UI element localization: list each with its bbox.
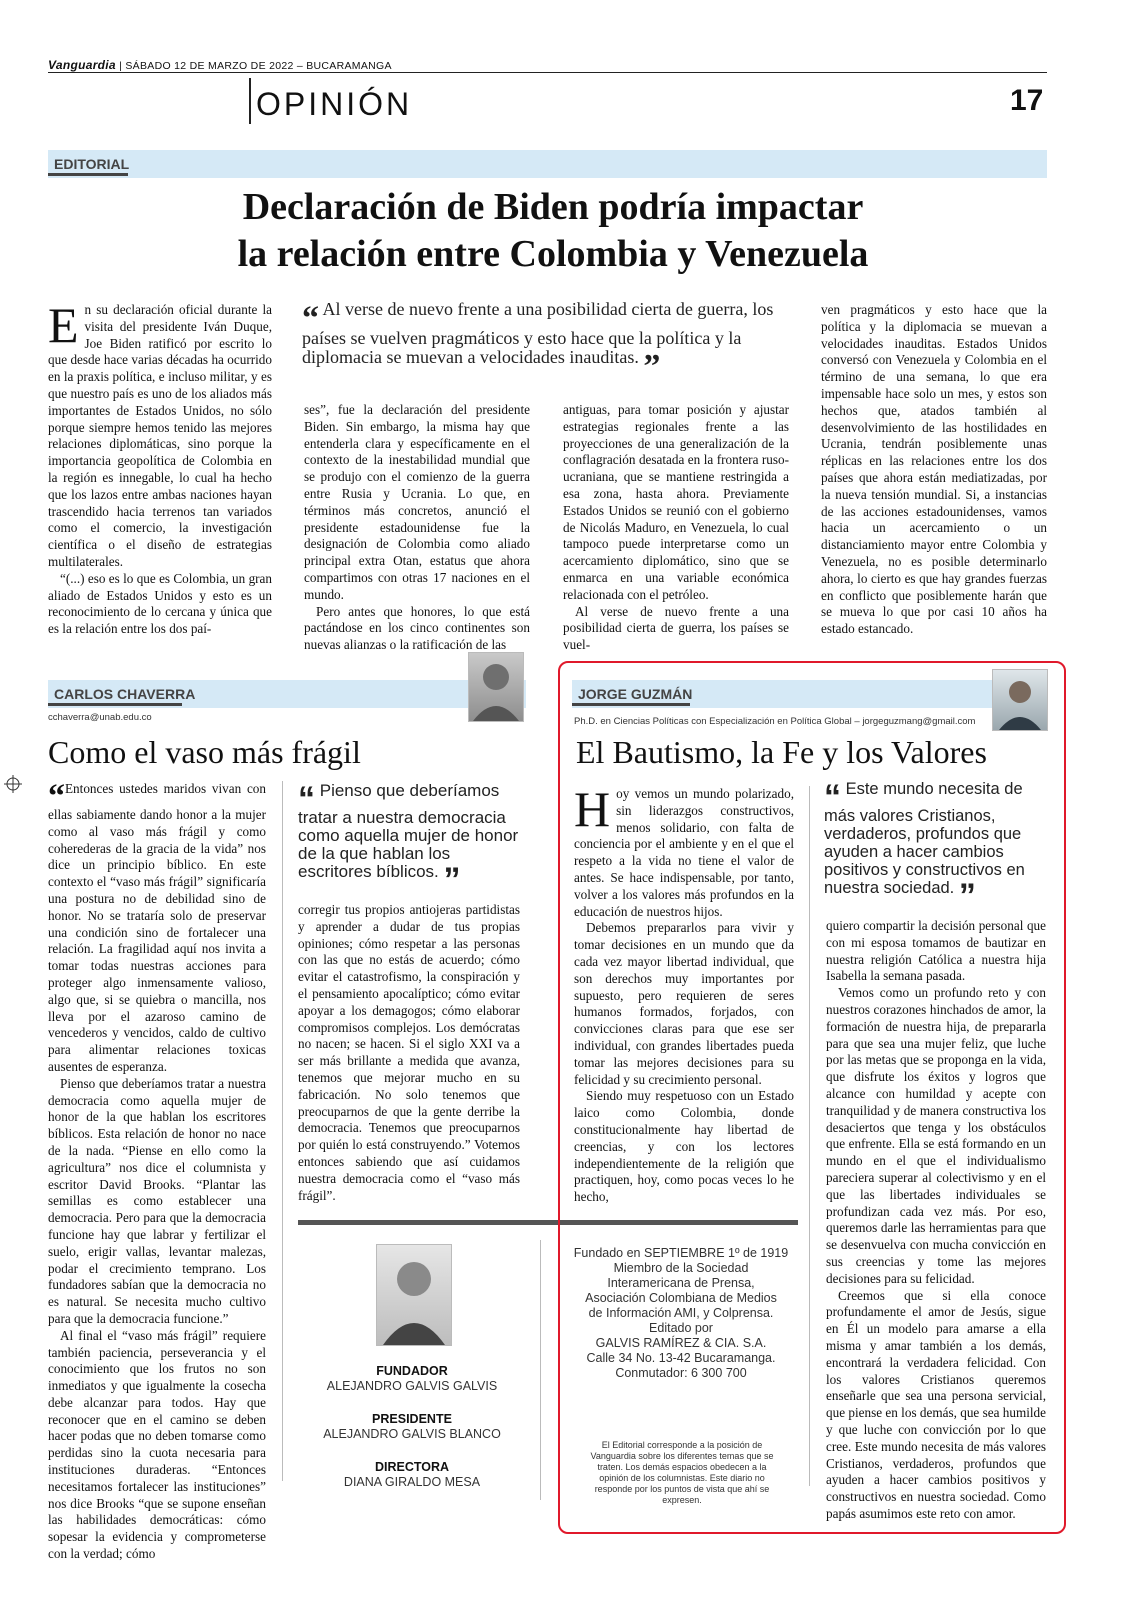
highlight-box bbox=[558, 661, 1066, 1534]
info-line: Asociación Colombiana de Medios bbox=[585, 1291, 777, 1305]
info-line: Calle 34 No. 13-42 Bucaramanga. bbox=[586, 1351, 776, 1365]
registration-mark-icon bbox=[4, 775, 22, 793]
info-line: GALVIS RAMÍREZ & CIA. S.A. bbox=[595, 1336, 767, 1350]
editorial-column-3 bbox=[563, 402, 789, 654]
pull-quote-text: Este mundo necesita de más valores Cristianos, verdaderos, profundos que ayuden a hacer cambios positivos y constructivos en nuestra sociedad. bbox=[824, 780, 1025, 897]
avatar-icon bbox=[377, 1245, 451, 1345]
headline-line-1: Declaración de Biden podría impactar bbox=[242, 186, 864, 228]
paragraph: oy vemos un mundo polarizado, sin liderazgos constructivos, menos solidario, con falta de conciencia por el ambiente y en el que el respeto a la vida no tiene el valor de antes. Se hace indispensable, por tanto, volver a los valores más profundos en la educación de nuestros hijos. bbox=[574, 786, 794, 919]
editorial-column-4 bbox=[821, 302, 1047, 638]
paragraph: ven pragmáticos y esto hace que la política y la diplomacia se muevan a velocidades inauditas. Estados Unidos conversó con Venezuela y Colombia en el término de una semana, lo que era impensable hace solo un mes, y estos son hechos que, atados también al desenvolvimiento de las hostilidades en Ucrania, tendrán posiblemente unas réplicas en las relaciones entre los dos países que ahora están mediatizadas, por la nueva tensión mundial. Si, a instancias de las acciones estadounidenses, vamos hacia un acercamiento o un distanciamiento mayor entre Colombia y Venezuela, no es posible determinarlo ahora, lo cierto es que hay grandes fuerzas en conflicto que posiblemente harán que se mueva lo que por casi 10 años ha estado estancado. bbox=[821, 302, 1047, 637]
page-number: 17 bbox=[1010, 84, 1044, 117]
editorial-column-2 bbox=[304, 402, 530, 654]
section-divider bbox=[249, 78, 251, 124]
columnist-photo bbox=[468, 652, 524, 722]
paragraph: Al final el “vaso más frágil” requiere también paciencia, perseverancia y el conocimiento que los frutos no son inmediatos y que igualmente la cosecha debe alcanzar para todos. Hay que reconocer que en el camino se deben hacer podas que no deben tomarse como perdidas sino la cuota necesaria para instituciones duraderas. “Entonces necesitamos fortalecer las instituciones” nos dice Brooks “que se supone enseñan las habilidades democráticas: cómo sopesar la evidencia y comprometerse con la verdad; cómo bbox=[48, 1327, 266, 1562]
dropcap: E bbox=[48, 297, 79, 353]
info-line: Fundado en SEPTIEMBRE 1º de 1919 bbox=[573, 1246, 789, 1260]
founder-name: ALEJANDRO GALVIS GALVIS bbox=[326, 1379, 498, 1393]
paragraph: Creemos que si ella conoce profundamente el amor de Jesús, sigue en Él un modelo para amarse a ella misma y amar también a los demás, encontrará la verdadera felicidad. Con los valores Cristianos queremos enseñarle que sea una persona servicial, que piense en los demás, que sea humilde y que luche con convicción por lo que cree. Este mundo necesita de más valores Cristianos, verdaderos, profundos que ayuden a hacer cambios positivos y constructivos en nuestra sociedad. Como papás asumimos este reto con amor. bbox=[826, 1287, 1046, 1521]
info-line: Conmutador: 6 300 700 bbox=[615, 1366, 747, 1380]
paragraph: quiero compartir la decisión personal que con mi esposa tomamos de bautizar en nuestra religión Católica a nuestra hija Isabella la semana pasada. bbox=[826, 918, 1046, 984]
pull-quote-text: Al verse de nuevo frente a una posibilidad cierta de guerra, los países se vuelven pragmáticos y esto hace que la política y la diplomacia se muevan a velocidades inauditas. bbox=[302, 299, 774, 367]
paragraph: Pienso que deberíamos tratar a nuestra democracia como aquella mujer de honor de la que hablan los escritores bíblicos. Esta relación de honor no nace de la nada. “Piense en ello como la agricultura” nos dice el columnista y escritor David Brooks. “Plantar las semillas es como establecer una democracia. Pero para que la democracia funcione hay que labrar y fertilizar el suelo, erigir vallas, levantar malezas, podar el crecimiento temprano. Los fundadores sabían que la democracia no es natural. Se necesita mucho cultivo para que la democracia funcione.” bbox=[48, 1075, 266, 1326]
paragraph: n su declaración oficial durante la visita del presidente Iván Duque, Joe Biden ratificó por escrito lo que desde hace varias décadas ha ocurrido en la praxis política, e incluso militar, y es que nuestro país es uno de los aliados más importantes de Estados Unidos, no sólo porque siempre hemos tenido las mejores relaciones diplomáticas, sino porque la importancia geopolítica de Colombia en la región es innegable, lo cual ha hecho que los lazos entre ambas naciones hayan trascendido hacia terrenos tan variados como el comercio, la investigación científica o el diseño de estrategias multilaterales. bbox=[48, 302, 272, 569]
dateline: | SÁBADO 12 DE MARZO DE 2022 – BUCARAMANGA bbox=[119, 60, 392, 72]
paragraph: ses”, fue la declaración del presidente Biden. Sin embargo, la misma hay que entenderla clara y específicamente en el contexto de la inestabilidad mundial que se produjo con el comienzo de la guerra entre Rusia y Ucrania. Lo que, en términos más concretos, anunció el presidente estadounidense fue la designación de Colombia como aliado principal extra Otan, estatus que ahora compartimos con otras 17 naciones en el mundo. bbox=[304, 402, 530, 602]
brand-logo: Vanguardia bbox=[48, 58, 116, 72]
president-name: ALEJANDRO GALVIS BLANCO bbox=[323, 1427, 501, 1441]
headline-line-2: la relación entre Colombia y Venezuela bbox=[237, 233, 869, 275]
column-body-1 bbox=[48, 778, 266, 1563]
avatar-icon bbox=[469, 653, 523, 721]
paragraph: Vemos como un profundo reto y con nuestros corazones hinchados de amor, la formación de nuestra hija, de prepararla para que sea una mujer feliz, que luche por las metas que se proponga en la vida, que disfrute los éxitos y logros que alcance con humildad y acepte con tranquilidad y de manera constructiva los desaciertos que tenga y los obstáculos que enfrente. Ella se está formando en un mundo en el que el individualismo pareciera superar al colectivismo y en el que las libertades individuales se profundizan cada vez más. Por eso, queremos darle las herramientas para que se desenvuelva con mucha convicción en sus creencias y tome las mejores decisiones para su felicidad. bbox=[826, 985, 1046, 1286]
open-quote-icon: “ bbox=[298, 780, 315, 818]
president-role: PRESIDENTE bbox=[372, 1412, 452, 1426]
paragraph: Pero antes que honores, lo que está pactándose en los cinco continentes son nuevas alianzas o la ratificación de las bbox=[304, 603, 530, 653]
editorial-disclaimer: El Editorial corresponde a la posición de Vanguardia sobre los diferentes temas que se traten. Los demás espacios obedecen a la opinión de los columnistas. Este diario no responde por los puntos de vista que ahí se expresen. bbox=[590, 1440, 774, 1505]
info-line: Editado por bbox=[649, 1321, 713, 1335]
close-quote-icon: ” bbox=[443, 861, 461, 899]
column-divider bbox=[282, 781, 283, 1481]
columnist-byline: Ph.D. en Ciencias Políticas con Especialización en Política Global – jorgeguzmang@gmail.com bbox=[574, 716, 976, 727]
staff-credits bbox=[312, 1364, 512, 1490]
paragraph: Al verse de nuevo frente a una posibilidad cierta de guerra, los países se vuel- bbox=[563, 603, 789, 653]
column-headline: El Bautismo, la Fe y los Valores bbox=[576, 734, 987, 770]
column-body-2 bbox=[298, 902, 520, 1204]
staff-divider bbox=[540, 1240, 541, 1500]
editorial-column-1 bbox=[48, 297, 272, 638]
editorial-band bbox=[48, 150, 1047, 178]
open-quote-icon: “ bbox=[48, 778, 65, 815]
paragraph: Entonces ustedes maridos vivan con ellas sabiamente dando honor a la mujer como al vaso más frágil y como coherederas de la gracia de la vida” nos dice un principio bíblico. En este contexto el “vaso más frágil” significaría una postura no de debilidad sino de honor. No se trataría solo de preservar una condición sino de fortalecer una relación. La fragilidad aquí nos invita a tomar todas nuestras acciones para proteger algo inmensamente valioso, algo que, si se quiebra o mancilla, nos lleva por el azaroso camino de vencederos y vencidos, caldo de cultivo para alimentar relaciones toxicas ausentes de esperanza. bbox=[48, 781, 266, 1074]
founder-photo bbox=[376, 1244, 452, 1346]
section-title: OPINIÓN bbox=[256, 86, 413, 122]
info-line: Miembro de la Sociedad bbox=[613, 1261, 749, 1275]
close-quote-icon: ” bbox=[643, 348, 661, 385]
editorial-underline bbox=[48, 173, 128, 176]
column-headline: Como el vaso más frágil bbox=[48, 734, 361, 770]
info-line: de Información AMI, y Colprensa. bbox=[588, 1306, 774, 1320]
paragraph: Debemos prepararlos para vivir y tomar decisiones en un mundo que da cada vez mayor libertad individual, que son derechos muy importantes por supuesto, pero requieren de seres humanos formados, forjados, con convicciones claras para que ese ser individual, con grandes libertades pueda tomar las mejores decisiones para su felicidad y su crecimiento personal. bbox=[574, 920, 794, 1087]
paragraph: corregir tus propios antiojeras partidistas y aprender a dudar de tus propias opiniones; cómo respetar a las personas con las que no estás de acuerdo; cómo evitar el catastrofismo, la conspiración y el pensamiento apocalíptico; cómo evitar apoyar a los demagogos; cómo elaborar compromisos complejos. Los demócratas no nacen; se hacen. Si el siglo XXI va a ser más brillante a medida que avanza, tenemos que mejorar mucho en su fabricación. No solo tenemos que preocuparnos de que la gente derribe la democracia. Tenemos que preocuparnos por quién lo está construyendo.” Votemos entonces sabiendo que así cuidamos nuestra democracia como el “vaso más frágil”. bbox=[298, 902, 520, 1203]
columnist-email[interactable]: cchaverra@unab.edu.co bbox=[48, 712, 152, 723]
close-quote-icon: ” bbox=[958, 877, 976, 915]
editorial-pull-quote bbox=[302, 299, 792, 385]
column-pull-quote bbox=[298, 780, 522, 899]
header-rule bbox=[48, 72, 1047, 73]
columnist-underline bbox=[48, 703, 182, 706]
editorial-label: EDITORIAL bbox=[54, 156, 130, 172]
director-name: DIANA GIRALDO MESA bbox=[343, 1475, 481, 1489]
columnist-name: CARLOS CHAVERRA bbox=[54, 686, 196, 702]
info-line: Interamericana de Prensa, bbox=[607, 1276, 755, 1290]
pull-quote-text: Pienso que deberíamos tratar a nuestra democracia como aquella mujer de honor de la que hablan los escritores bíblicos. bbox=[298, 781, 519, 881]
paragraph: antiguas, para tomar posición y ajustar estrategias regionales frente a las proyecciones de una generalización de la conflagración desatada en la frontera ruso-ucraniana, que se mantiene restringida a esa zona, hasta ahora. Previamente Estados Unidos se reunió con el gobierno de Nicolás Maduro, en Venezuela, lo cual tampoco puede interpretarse como un acercamiento diplomático, sino que se enmarca en una variable económica relacionada con el petróleo. bbox=[563, 402, 789, 602]
columnist-name: JORGE GUZMÁN bbox=[578, 686, 693, 702]
editorial-headline bbox=[48, 184, 1058, 278]
founder-role: FUNDADOR bbox=[376, 1364, 448, 1378]
paragraph: “(...) eso es lo que es Colombia, un gran aliado de Estados Unidos y esto es un reconocimiento de lo cercana y única que es la relación entre los dos paí- bbox=[48, 570, 272, 637]
masthead bbox=[48, 58, 392, 72]
paragraph: Siendo muy respetuoso con un Estado laico como Colombia, donde constitucionalmente hay libertad de creencias, y con los lectores independientemente de la religión que practiquen, hoy, como pocas veces lo he hecho, bbox=[574, 1088, 794, 1205]
director-role: DIRECTORA bbox=[374, 1460, 450, 1474]
dropcap: H bbox=[574, 781, 611, 837]
open-quote-icon: “ bbox=[302, 300, 319, 337]
open-quote-icon: “ bbox=[824, 778, 841, 816]
